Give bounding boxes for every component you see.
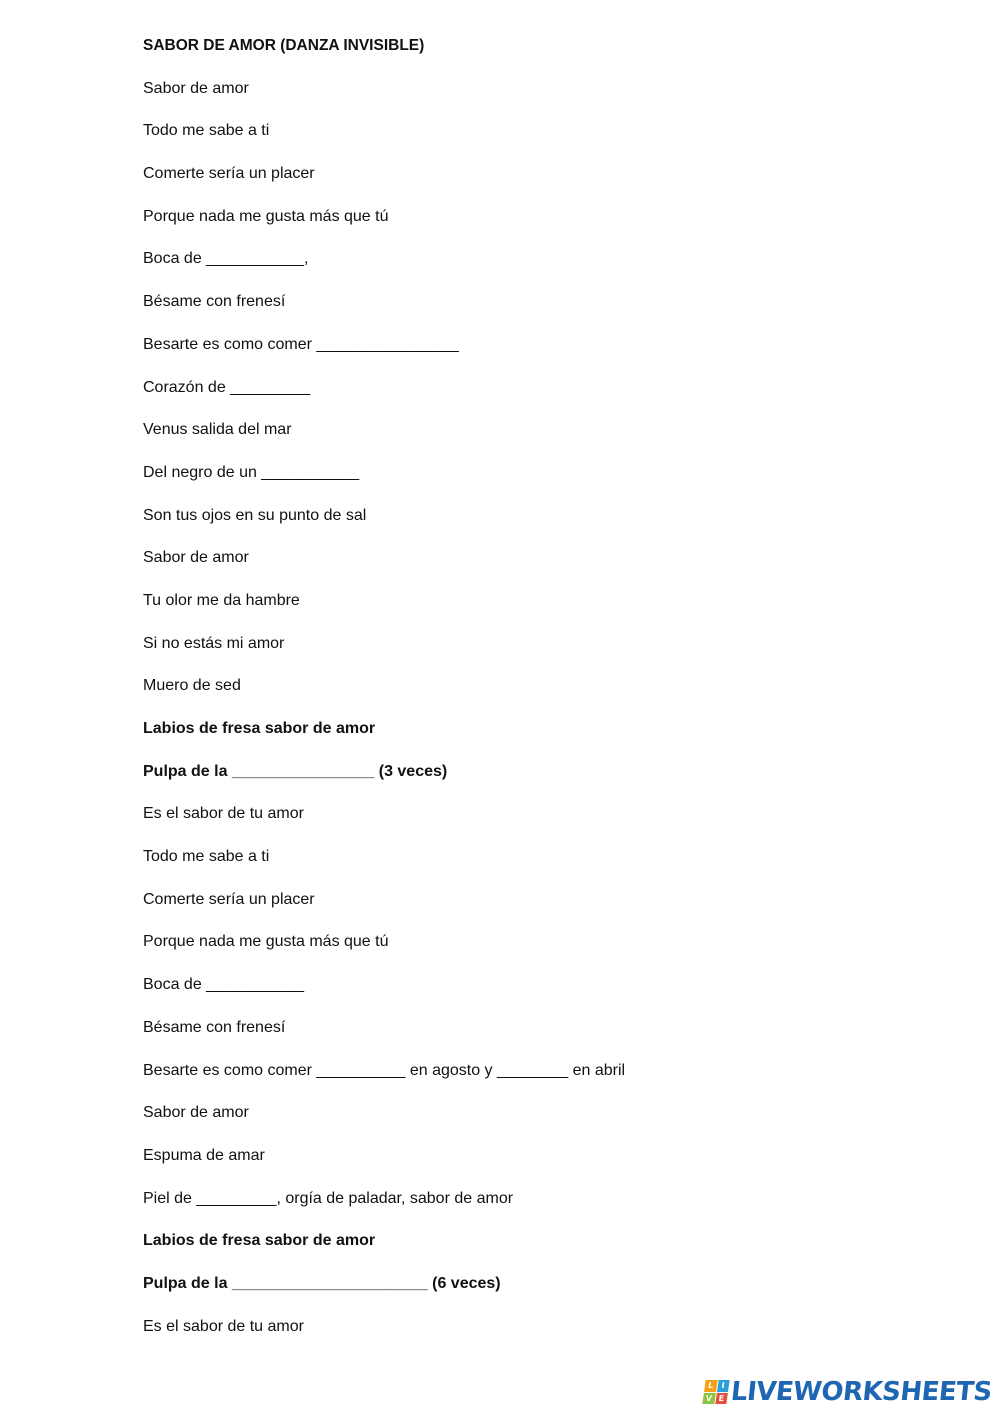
- liveworksheets-mark-icon: [703, 1380, 730, 1404]
- lyric-line: Porque nada me gusta más que tú: [143, 207, 389, 225]
- chorus-line: Labios de fresa sabor de amor: [143, 1232, 376, 1250]
- lyric-line: Es el sabor de tu amor: [143, 805, 304, 823]
- lyric-line: Sabor de amor: [143, 549, 249, 567]
- lyric-line-blank[interactable]: Besarte es como comer __________ en agosto y ________ en abril: [143, 1061, 626, 1079]
- lyric-line: Comerte sería un placer: [143, 890, 315, 908]
- logo-letter: V: [703, 1393, 716, 1405]
- lyric-line: Si no estás mi amor: [143, 634, 285, 652]
- lyric-line-blank[interactable]: Boca de ___________,: [143, 250, 309, 268]
- lyric-line-blank[interactable]: Del negro de un ___________: [143, 463, 360, 481]
- lyric-line: Todo me sabe a ti: [143, 848, 270, 866]
- logo-letter: L: [705, 1380, 718, 1392]
- chorus-line-blank[interactable]: Pulpa de la ______________________ (6 veces): [143, 1274, 501, 1292]
- lyric-line: Muero de sed: [143, 677, 241, 695]
- liveworksheets-wordmark: LIVEWORKSHEETS: [729, 1377, 994, 1407]
- lyric-line: Porque nada me gusta más que tú: [143, 933, 389, 951]
- lyric-line: Bésame con frenesí: [143, 1018, 286, 1036]
- lyric-line-blank[interactable]: Piel de _________, orgía de paladar, sabor de amor: [143, 1189, 514, 1207]
- lyric-line: Comerte sería un placer: [143, 165, 315, 183]
- logo-letter: I: [717, 1380, 730, 1392]
- lyric-line-blank[interactable]: Besarte es como comer ________________: [143, 335, 459, 353]
- worksheet: [143, 36, 943, 1359]
- lyric-line: Sabor de amor: [143, 1104, 249, 1122]
- lyric-line: Son tus ojos en su punto de sal: [143, 506, 367, 524]
- lyric-line: Bésame con frenesí: [143, 293, 286, 311]
- lyric-line: Sabor de amor: [143, 79, 249, 97]
- liveworksheets-logo: [704, 1377, 992, 1407]
- lyric-line-blank[interactable]: Boca de ___________: [143, 976, 305, 994]
- song-title: SABOR DE AMOR (DANZA INVISIBLE): [143, 37, 425, 54]
- lyric-line: Espuma de amar: [143, 1146, 265, 1164]
- lyric-line: Es el sabor de tu amor: [143, 1317, 304, 1335]
- chorus-line: Labios de fresa sabor de amor: [143, 720, 376, 737]
- chorus-line-blank[interactable]: Pulpa de la ________________ (3 veces): [143, 762, 448, 780]
- lyric-line-blank[interactable]: Corazón de _________: [143, 378, 311, 396]
- lyric-line: Todo me sabe a ti: [143, 122, 270, 140]
- lyric-line: Venus salida del mar: [143, 421, 292, 439]
- logo-letter: E: [715, 1393, 728, 1405]
- lyric-line: Tu olor me da hambre: [143, 591, 300, 609]
